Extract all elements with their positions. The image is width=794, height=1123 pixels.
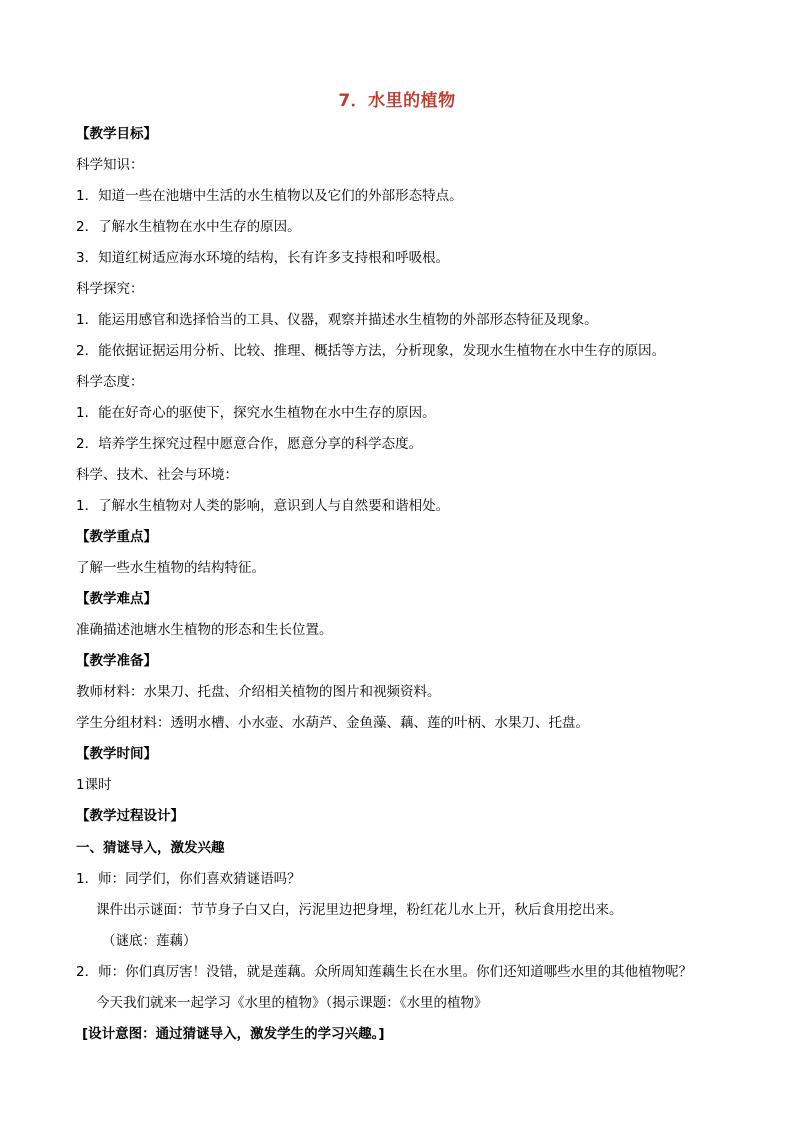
list-item: 3．知道红树适应海水环境的结构，长有许多支持根和呼吸根。	[76, 250, 450, 266]
paragraph: 准确描述池塘水生植物的形态和生长位置。	[76, 622, 333, 638]
list-item: 1．能在好奇心的驱使下，探究水生植物在水中生存的原因。	[76, 405, 436, 421]
list-item: 2．培养学生探究过程中愿意合作，愿意分享的科学态度。	[76, 436, 423, 452]
list-item: 1．能运用感官和选择恰当的工具、仪器，观察并描述水生植物的外部形态特征及现象。	[76, 312, 598, 328]
section-heading-key-points: 【教学重点】	[76, 529, 157, 545]
paragraph: 学生分组材料：透明水槽、小水壶、水葫芦、金鱼藻、藕、莲的叶柄、水果刀、托盘。	[76, 715, 589, 731]
indented-paragraph: 今天我们就来一起学习《水里的植物》（揭示课题：《水里的植物》	[96, 995, 488, 1011]
subheading-science-inquiry: 科学探究：	[76, 281, 144, 297]
indented-paragraph: （谜底：莲藕）	[102, 933, 197, 949]
list-item: 1．了解水生植物对人类的影响，意识到人与自然要和谐相处。	[76, 498, 450, 514]
subheading-science-knowledge: 科学知识：	[76, 157, 144, 173]
list-item: 1．知道一些在池塘中生活的水生植物以及它们的外部形态特点。	[76, 188, 463, 204]
section-heading-preparation: 【教学准备】	[76, 653, 157, 669]
subsection-heading-riddle-intro: 一、猜谜导入，激发兴趣	[76, 840, 225, 856]
list-item: 2．了解水生植物在水中生存的原因。	[76, 219, 301, 235]
document-title: 7．水里的植物	[338, 91, 456, 111]
section-heading-process: 【教学过程设计】	[76, 808, 184, 824]
section-heading-objectives: 【教学目标】	[76, 126, 157, 142]
design-intent-note: [设计意图：通过猜谜导入，激发学生的学习兴趣。]	[82, 1026, 385, 1042]
list-item: 1．师：同学们，你们喜欢猜谜语吗？	[76, 871, 301, 887]
paragraph: 了解一些水生植物的结构特征。	[76, 560, 265, 576]
indented-paragraph: 课件出示谜面：节节身子白又白，污泥里边把身埋，粉红花儿水上开，秋后食用挖出来。	[96, 902, 623, 918]
list-item: 2．能依据证据运用分析、比较、推理、概括等方法，分析现象，发现水生植物在水中生存的原因。	[76, 343, 666, 359]
list-item: 2．师：你们真厉害！没错，就是莲藕。众所周知莲藕生长在水里。你们还知道哪些水里的其他植物呢？	[76, 964, 693, 980]
paragraph: 教师材料：水果刀、托盘、介绍相关植物的图片和视频资料。	[76, 684, 441, 700]
subheading-science-attitude: 科学态度：	[76, 374, 144, 390]
paragraph: 1课时	[76, 777, 112, 793]
section-heading-difficulties: 【教学难点】	[76, 591, 157, 607]
subheading-stse: 科学、技术、社会与环境：	[76, 467, 238, 483]
section-heading-time: 【教学时间】	[76, 746, 157, 762]
